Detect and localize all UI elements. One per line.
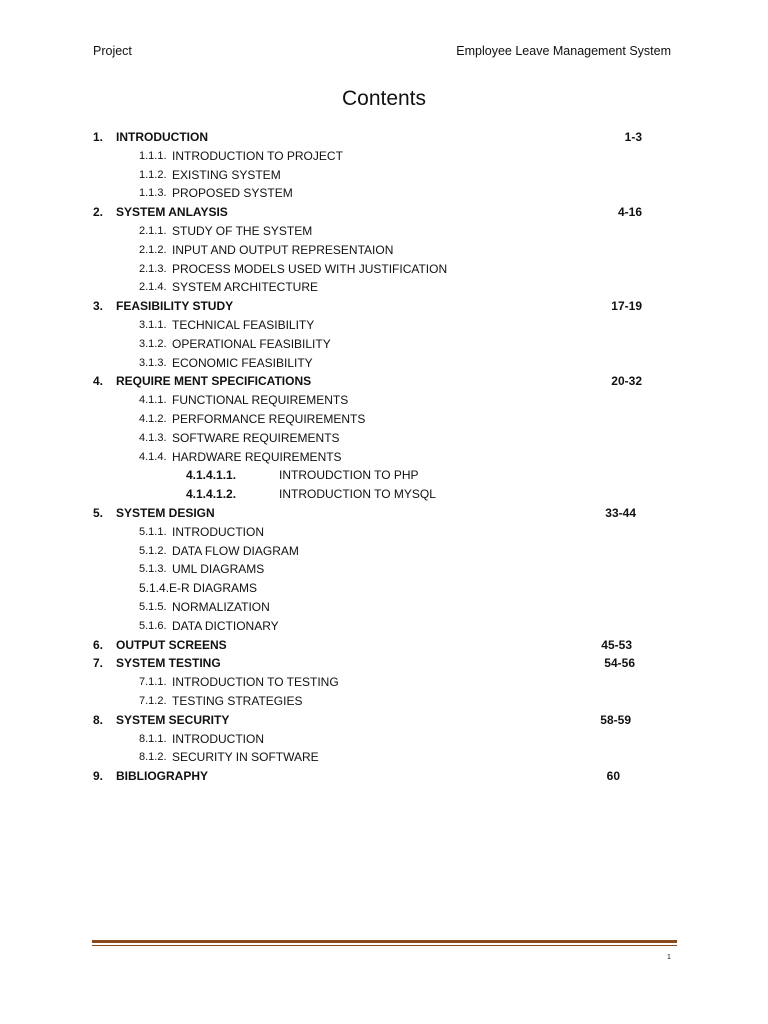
- toc-entry-title: STUDY OF THE SYSTEM: [172, 223, 313, 238]
- toc-entry-title: UML DIAGRAMS: [172, 562, 265, 577]
- toc-entry-title: REQUIRE MENT SPECIFICATIONS: [116, 374, 312, 389]
- toc-entry-number: 1.: [93, 130, 104, 144]
- toc-entry-number: 3.1.2.: [139, 337, 167, 350]
- toc-entry-pages: 17-19: [611, 299, 642, 314]
- toc-entry-number: 4.1.4.1.1.: [186, 468, 237, 483]
- footer-rule: [92, 940, 677, 943]
- toc-entry-number: 7.1.2.: [139, 694, 167, 707]
- header-left: Project: [93, 44, 132, 58]
- toc-entry: [0, 203, 768, 222]
- toc-entry-title: INTRODUCTION: [172, 524, 264, 539]
- toc-entry-number: 4.: [93, 374, 104, 389]
- toc-entry-number: 5.1.2.: [139, 544, 167, 557]
- toc-entry-number: 1.1.3.: [139, 187, 167, 200]
- toc-entry-pages: 1-3: [624, 130, 642, 144]
- toc-entry: [0, 278, 768, 297]
- toc-entry-pages: 45-53: [601, 637, 632, 652]
- toc-entry: [0, 222, 768, 241]
- toc-entry-title: BIBLIOGRAPHY: [116, 769, 209, 784]
- toc-entry: [0, 166, 768, 185]
- toc-entry-title: FUNCTIONAL REQUIREMENTS: [172, 393, 349, 408]
- toc-entry: [0, 147, 768, 166]
- toc-entry-title: SECURITY IN SOFTWARE: [172, 750, 319, 765]
- toc-entry-title: DATA DICTIONARY: [172, 618, 279, 633]
- toc-entry: [0, 260, 768, 279]
- toc-entry-title: OPERATIONAL FEASIBILITY: [172, 336, 331, 351]
- toc-entry-number: 4.1.4.: [139, 450, 167, 463]
- toc-entry-title: ECONOMIC FEASIBILITY: [172, 355, 313, 370]
- toc-entry-number: 5.1.6.: [139, 619, 167, 632]
- toc-entry: [0, 410, 768, 429]
- toc-entry-number: 2.1.3.: [139, 262, 167, 275]
- toc-entry: [0, 466, 768, 485]
- toc-entry-title: SYSTEM ANLAYSIS: [116, 205, 228, 220]
- toc-entry: [0, 636, 768, 655]
- toc-entry: [0, 297, 768, 316]
- toc-entry-number: 4.1.4.1.2.: [186, 487, 237, 502]
- toc-entry-number: 3.1.1.: [139, 318, 167, 331]
- toc-entry: [0, 617, 768, 636]
- toc-entry-number: 1.1.1.: [139, 149, 167, 162]
- toc-entry-title: SYSTEM DESIGN: [116, 505, 215, 520]
- toc-entry-number: 3.: [93, 299, 104, 314]
- page-title: Contents: [341, 87, 427, 110]
- toc-entry: [0, 598, 768, 617]
- table-of-contents: [0, 128, 768, 786]
- toc-entry-number: 5.: [93, 505, 104, 520]
- toc-entry-number: 5.1.3.: [139, 563, 167, 576]
- toc-entry-title: SYSTEM ARCHITECTURE: [172, 280, 319, 295]
- toc-entry: [0, 354, 768, 373]
- toc-entry-number: 5.1.1.: [139, 525, 167, 538]
- toc-entry: [0, 241, 768, 260]
- toc-entry-pages: 4-16: [617, 205, 642, 220]
- toc-entry-number: 2.1.1.: [139, 224, 167, 237]
- toc-entry-title: SYSTEM TESTING: [116, 656, 221, 671]
- toc-entry: [0, 429, 768, 448]
- toc-entry-number: 8.1.2.: [139, 751, 167, 764]
- toc-entry-number: 7.1.1.: [139, 676, 167, 689]
- toc-entry-title: SOFTWARE REQUIREMENTS: [172, 430, 340, 445]
- toc-entry-title: INTRODUCTION TO PROJECT: [172, 148, 343, 163]
- toc-entry: [0, 184, 768, 203]
- toc-entry-pages: 54-56: [604, 656, 635, 671]
- toc-entry: [0, 692, 768, 711]
- toc-entry: [0, 504, 768, 523]
- toc-entry: [0, 485, 768, 504]
- toc-entry: [0, 542, 768, 561]
- toc-entry-number: 3.1.3.: [139, 356, 167, 369]
- toc-entry-title: INTRODUCTION TO MYSQL: [279, 487, 436, 502]
- toc-entry-title: FEASIBILITY STUDY: [116, 299, 234, 314]
- toc-entry-pages: 33-44: [605, 505, 636, 520]
- toc-entry-number: 8.: [93, 712, 104, 727]
- toc-entry-title: PROCESS MODELS USED WITH JUSTIFICATION: [172, 261, 448, 276]
- toc-entry: [0, 654, 768, 673]
- toc-entry: [0, 579, 768, 598]
- toc-entry-number: 8.1.1.: [139, 732, 167, 745]
- toc-entry-number: 2.1.2.: [139, 243, 167, 256]
- toc-entry: [0, 711, 768, 730]
- toc-entry: [0, 673, 768, 692]
- toc-entry: [0, 391, 768, 410]
- toc-entry-number: 4.1.2.: [139, 412, 167, 425]
- toc-entry: [0, 372, 768, 391]
- page-number: 1: [667, 954, 671, 961]
- toc-entry-title: INTRODUCTION: [172, 731, 264, 746]
- toc-entry-number: 6.: [93, 637, 104, 652]
- toc-entry-title: DATA FLOW DIAGRAM: [172, 543, 299, 558]
- toc-entry: [0, 128, 768, 147]
- toc-entry: [0, 767, 768, 786]
- toc-entry-pages: 58-59: [600, 712, 631, 727]
- toc-entry-number: 1.1.2.: [139, 168, 167, 181]
- toc-entry-title: TECHNICAL FEASIBILITY: [172, 317, 315, 332]
- toc-entry: [0, 316, 768, 335]
- toc-entry: [0, 730, 768, 749]
- toc-entry-title: NORMALIZATION: [172, 599, 270, 614]
- toc-entry-text: 5.1.4.E-R DIAGRAMS: [139, 581, 258, 596]
- toc-entry: [0, 335, 768, 354]
- footer-rule-thin: [92, 945, 677, 946]
- toc-entry: [0, 560, 768, 579]
- toc-entry-title: INPUT AND OUTPUT REPRESENTAION: [172, 242, 394, 257]
- toc-entry-number: 5.1.5.: [139, 600, 167, 613]
- toc-entry-number: 4.1.1.: [139, 394, 167, 407]
- toc-entry-pages: 60: [606, 769, 620, 784]
- toc-entry: [0, 748, 768, 767]
- toc-entry-title: EXISTING SYSTEM: [172, 167, 281, 182]
- toc-entry: [0, 523, 768, 542]
- toc-entry-title: INTRODUCTION TO TESTING: [172, 675, 339, 690]
- header-right: Employee Leave Management System: [456, 44, 671, 58]
- toc-entry-title: INTRODUCTION: [116, 130, 208, 144]
- toc-entry-pages: 20-32: [611, 374, 642, 389]
- toc-entry-title: PERFORMANCE REQUIREMENTS: [172, 411, 366, 426]
- toc-entry-title: TESTING STRATEGIES: [172, 693, 303, 708]
- toc-entry: [0, 448, 768, 467]
- toc-entry-title: SYSTEM SECURITY: [116, 712, 230, 727]
- toc-entry-title: INTROUDCTION TO PHP: [279, 468, 419, 483]
- toc-entry-number: 9.: [93, 769, 104, 784]
- toc-entry-title: HARDWARE REQUIREMENTS: [172, 449, 342, 464]
- toc-entry-title: OUTPUT SCREENS: [116, 637, 227, 652]
- toc-entry-number: 2.1.4.: [139, 281, 167, 294]
- toc-entry-number: 7.: [93, 656, 104, 671]
- toc-entry-title: PROPOSED SYSTEM: [172, 186, 293, 201]
- toc-entry-number: 2.: [93, 205, 104, 220]
- toc-entry-number: 4.1.3.: [139, 431, 167, 444]
